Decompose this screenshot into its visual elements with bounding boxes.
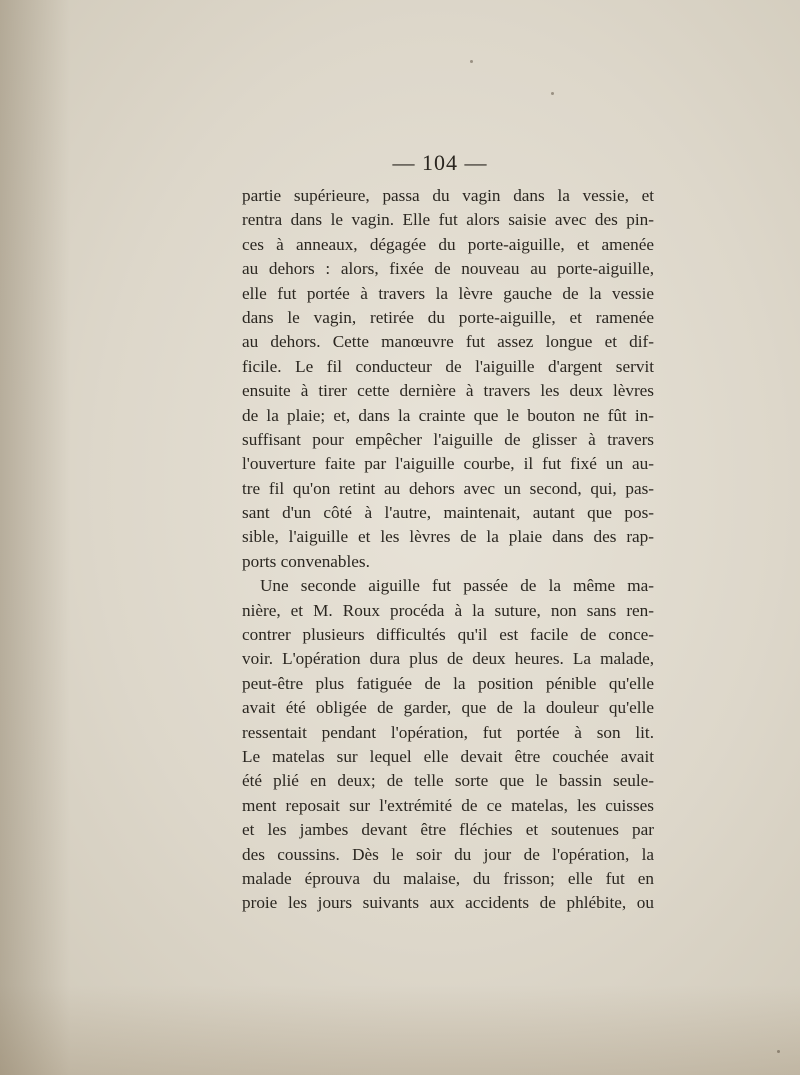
text-line: sant d'un côté à l'autre, maintenait, autant que pos-: [242, 503, 654, 523]
text-line: dans le vagin, retirée du porte-aiguille, et ramenée: [242, 307, 654, 327]
body-text: [242, 184, 654, 916]
text-line: sible, l'aiguille et les lèvres de la plaie dans des rap-: [242, 527, 654, 547]
text-line: rentra dans le vagin. Elle fut alors saisie avec des pin-: [242, 210, 654, 230]
text-line: contrer plusieurs difficultés qu'il est facile de conce-: [242, 625, 654, 645]
text-line: et les jambes devant être fléchies et soutenues par: [242, 820, 654, 840]
text-line: ces à anneaux, dégagée du porte-aiguille, et amenée: [242, 234, 654, 254]
text-line: ment reposait sur l'extrémité de ce matelas, les cuisses: [242, 795, 654, 815]
page-number: — 104 —: [392, 150, 488, 175]
text-line: proie les jours suivants aux accidents de phlébite, ou: [242, 893, 654, 913]
paper-speck: [777, 1050, 780, 1053]
text-line: Une seconde aiguille fut passée de la même ma-: [260, 576, 654, 596]
text-line: ficile. Le fil conducteur de l'aiguille d'argent servit: [242, 356, 654, 376]
paragraph: [242, 184, 654, 574]
text-line: peut-être plus fatiguée de la position pénible qu'elle: [242, 673, 654, 693]
text-line: des coussins. Dès le soir du jour de l'opération, la: [242, 844, 654, 864]
paper-speck: [551, 92, 554, 95]
paragraph: [242, 574, 654, 915]
text-line: nière, et M. Roux procéda à la suture, non sans ren-: [242, 600, 654, 620]
text-line: avait été obligée de garder, que de la douleur qu'elle: [242, 698, 654, 718]
text-line: ports convenables.: [242, 551, 370, 571]
text-line: tre fil qu'on retint au dehors avec un second, qui, pas-: [242, 478, 654, 498]
text-line: été plié en deux; de telle sorte que le bassin seule-: [242, 771, 654, 791]
text-line: partie supérieure, passa du vagin dans la vessie, et: [242, 186, 654, 205]
text-line: Le matelas sur lequel elle devait être couchée avait: [242, 746, 654, 766]
page-bottom-stain: [0, 985, 800, 1075]
text-line: ressentait pendant l'opération, fut portée à son lit.: [242, 722, 654, 742]
text-line: au dehors. Cette manœuvre fut assez longue et dif-: [242, 332, 654, 352]
text-line: de la plaie; et, dans la crainte que le bouton ne fût in-: [242, 405, 654, 425]
paper-speck: [470, 60, 473, 63]
text-line: malade éprouva du malaise, du frisson; elle fut en: [242, 868, 654, 888]
text-line: ensuite à tirer cette dernière à travers les deux lèvres: [242, 381, 654, 401]
text-line: l'ouverture faite par l'aiguille courbe, il fut fixé un au-: [242, 454, 654, 474]
text-line: elle fut portée à travers la lèvre gauche de la vessie: [242, 283, 654, 303]
text-line: suffisant pour empêcher l'aiguille de glisser à travers: [242, 429, 654, 449]
text-line: voir. L'opération dura plus de deux heures. La malade,: [242, 649, 654, 669]
text-line: au dehors : alors, fixée de nouveau au porte-aiguille,: [242, 259, 654, 279]
